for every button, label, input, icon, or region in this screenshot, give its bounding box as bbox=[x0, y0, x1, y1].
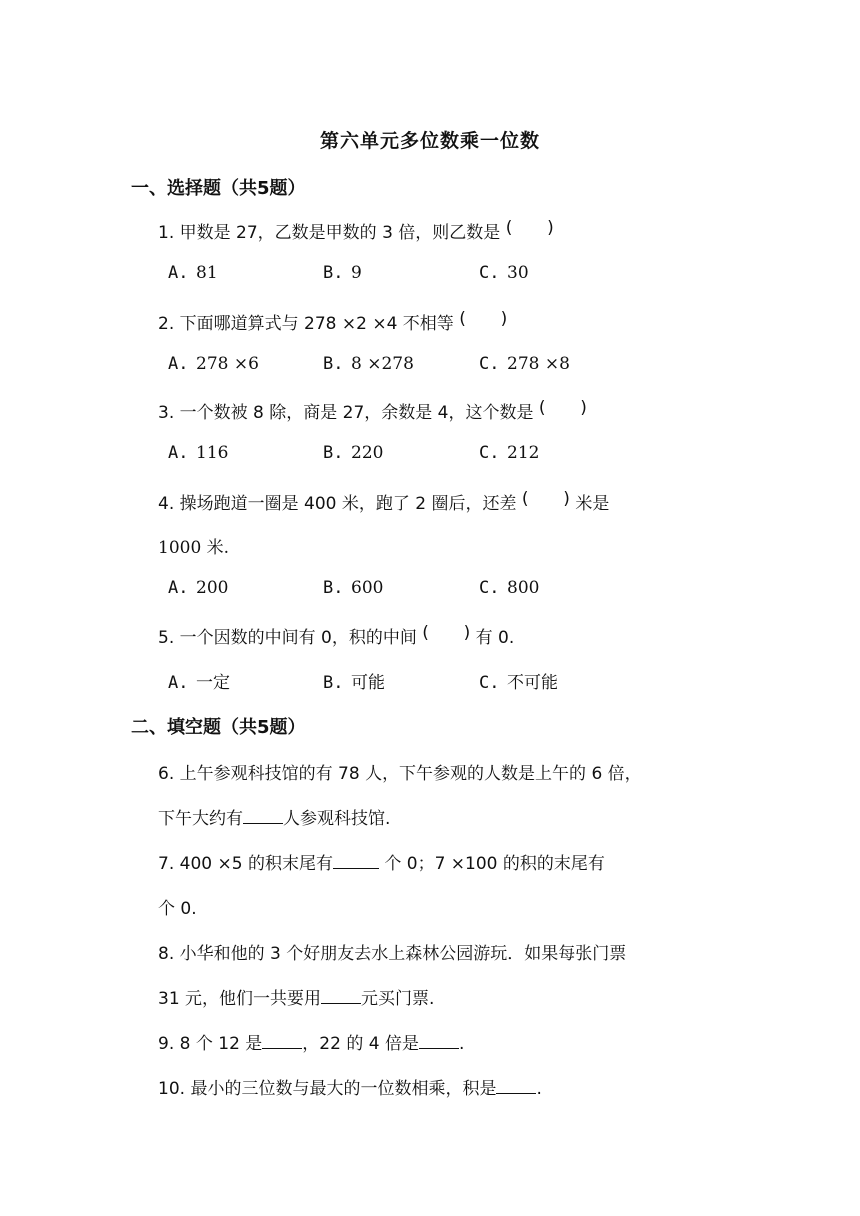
answer-parentheses bbox=[459, 309, 507, 329]
answer-parentheses bbox=[539, 398, 587, 418]
option-c: C. 不可能 bbox=[479, 673, 558, 693]
question-7: 7. 400 ×5 的积末尾有 个 0；7 ×100 的积的末尾有 bbox=[158, 854, 605, 874]
question-5 bbox=[158, 623, 514, 648]
option-b: B. 220 bbox=[323, 443, 384, 463]
answer-blank bbox=[419, 1034, 459, 1049]
option-b: B. 600 bbox=[323, 578, 384, 598]
question-7-continuation: 个 0. bbox=[158, 899, 197, 919]
answer-blank bbox=[321, 989, 361, 1004]
question-10: 10. 最小的三位数与最大的一位数相乘，积是 . bbox=[158, 1079, 542, 1099]
question-4-text-after: 米是 bbox=[575, 494, 610, 514]
option-b: B. 9 bbox=[323, 263, 362, 283]
answer-blank bbox=[262, 1034, 302, 1049]
option-a: A. 200 bbox=[168, 578, 229, 598]
question-6-continuation: 下午大约有 人参观科技馆. bbox=[158, 809, 391, 829]
question-4-continuation: 1000 米. bbox=[158, 538, 230, 558]
option-a: A. 81 bbox=[168, 263, 218, 283]
question-6: 6. 上午参观科技馆的有 78 人，下午参观的人数是上午的 6 倍， bbox=[158, 764, 642, 784]
question-3-text: 3. 一个数被 8 除，商是 27，余数是 4，这个数是 bbox=[158, 403, 534, 423]
answer-parentheses bbox=[506, 218, 554, 238]
question-8: 8. 小华和他的 3 个好朋友去水上森林公园游玩．如果每张门票 bbox=[158, 944, 627, 964]
answer-blank bbox=[496, 1079, 536, 1094]
option-b: B. 可能 bbox=[323, 673, 385, 693]
option-c: C. 800 bbox=[479, 578, 540, 598]
question-2-text: 2. 下面哪道算式与 278 ×2 ×4 不相等 bbox=[158, 314, 454, 334]
question-2 bbox=[158, 309, 507, 334]
section-heading-fill: 二、填空题（共5题） bbox=[131, 717, 306, 738]
question-3 bbox=[158, 398, 587, 423]
question-5-text: 5. 一个因数的中间有 0，积的中间 bbox=[158, 628, 417, 648]
question-4 bbox=[158, 489, 609, 514]
option-a: A. 278 ×6 bbox=[168, 354, 259, 374]
question-8-continuation: 31 元，他们一共要用 元买门票. bbox=[158, 989, 435, 1009]
question-1-text: 1. 甲数是 27，乙数是甲数的 3 倍，则乙数是 bbox=[158, 223, 501, 243]
section-heading-choice: 一、选择题（共5题） bbox=[131, 178, 306, 199]
option-a: A. 116 bbox=[168, 443, 229, 463]
option-c: C. 212 bbox=[479, 443, 540, 463]
question-1 bbox=[158, 218, 554, 243]
question-9: 9. 8 个 12 是 ，22 的 4 倍是 . bbox=[158, 1034, 465, 1054]
answer-blank bbox=[333, 854, 379, 869]
answer-blank bbox=[243, 809, 283, 824]
option-a: A. 一定 bbox=[168, 673, 230, 693]
option-c: C. 278 ×8 bbox=[479, 354, 570, 374]
answer-parentheses bbox=[522, 489, 570, 509]
option-c: C. 30 bbox=[479, 263, 529, 283]
page-title: 第六单元多位数乘一位数 bbox=[319, 130, 540, 152]
answer-parentheses bbox=[422, 623, 470, 643]
question-4-text: 4. 操场跑道一圈是 400 米，跑了 2 圈后，还差 bbox=[158, 494, 517, 514]
question-5-text-after: 有 0. bbox=[475, 628, 515, 648]
option-b: B. 8 ×278 bbox=[323, 354, 414, 374]
